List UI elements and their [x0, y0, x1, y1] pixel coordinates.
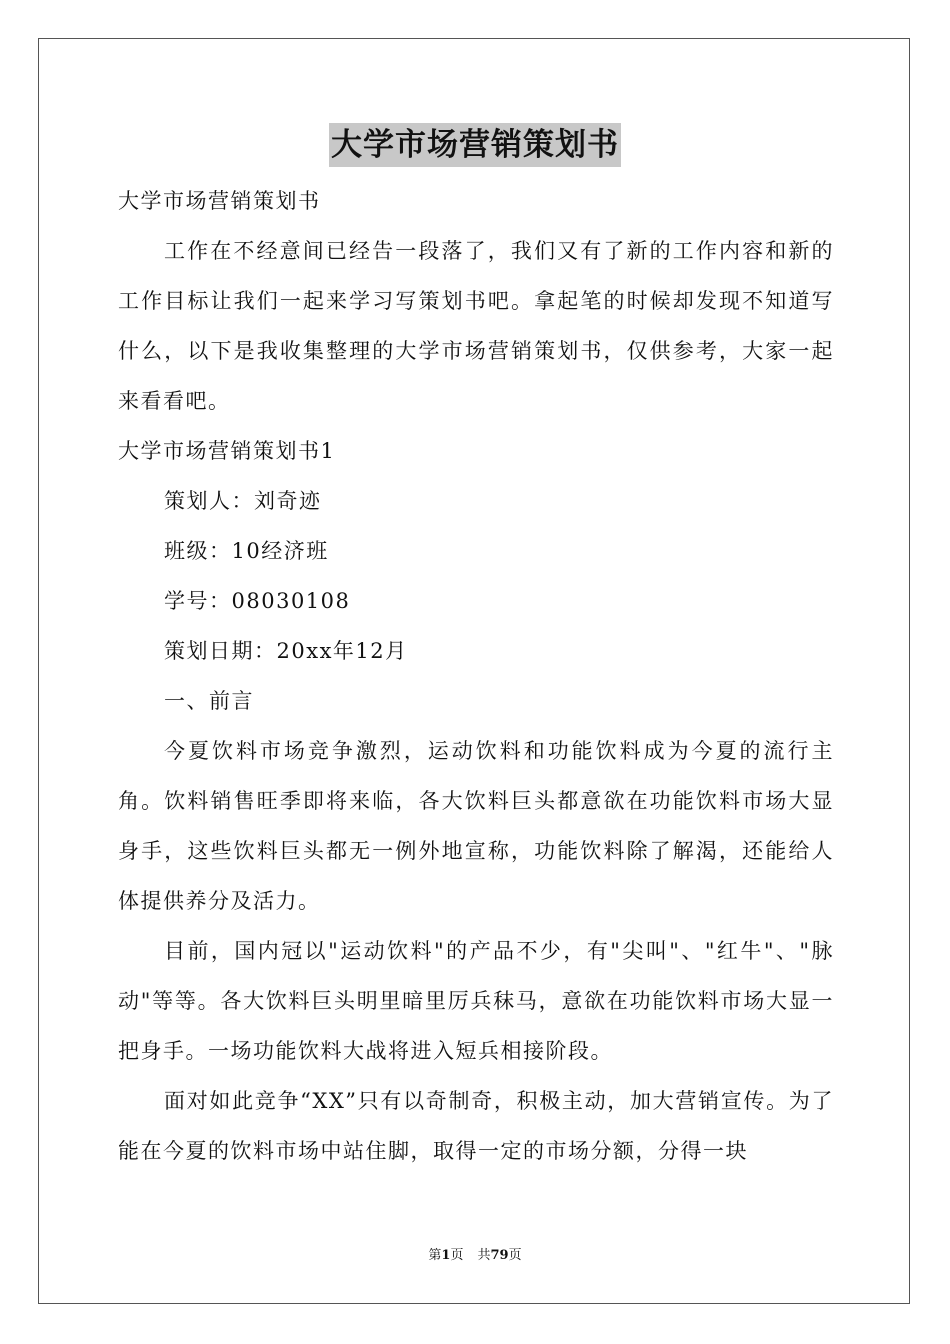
plan-date-line: 策划日期：20xx年12月	[164, 639, 408, 663]
title-container	[0, 123, 950, 167]
paragraph-2: 目前，国内冠以"运动饮料"的产品不少，有"尖叫"、"红牛"、"脉动"等等。各大饮料巨头明里暗里厉兵秣马，意欲在功能饮料市场大显一把身手。一场功能饮料大战将进入短兵相接阶段。	[118, 939, 834, 1063]
document-body	[118, 176, 834, 1176]
paragraph-3: 面对如此竞争“XX”只有以奇制奇，积极主动，加大营销宣传。为了能在今夏的饮料市场中站住脚，取得一定的市场分额，分得一块	[118, 1089, 834, 1163]
intro-paragraph: 工作在不经意间已经告一段落了，我们又有了新的工作内容和新的工作目标让我们一起来学习写策划书吧。拿起笔的时候却发现不知道写什么，以下是我收集整理的大学市场营销策划书，仅供参考，大家一起来看看吧。	[118, 239, 834, 413]
page-prefix: 第	[428, 1248, 442, 1263]
class-line: 班级：10经济班	[164, 539, 329, 563]
page-footer	[0, 1246, 950, 1266]
section-heading: 大学市场营销策划书1	[118, 439, 336, 463]
total-suffix: 页	[508, 1248, 522, 1263]
student-id-line: 学号：08030108	[164, 589, 351, 613]
total-prefix: 共	[477, 1248, 491, 1263]
planner-line: 策划人：刘奇迹	[164, 489, 322, 513]
page-suffix: 页	[450, 1248, 464, 1263]
page-number: 1	[441, 1248, 451, 1263]
document-subtitle: 大学市场营销策划书	[118, 189, 321, 213]
total-pages: 79	[490, 1248, 509, 1263]
paragraph-1: 今夏饮料市场竞争激烈，运动饮料和功能饮料成为今夏的流行主角。饮料销售旺季即将来临，各大饮料巨头都意欲在功能饮料市场大显身手，这些饮料巨头都无一例外地宣称，功能饮料除了解渴，还能给人体提供养分及活力。	[118, 739, 834, 913]
document-title: 大学市场营销策划书	[329, 123, 621, 167]
preface-heading: 一、前言	[164, 689, 254, 713]
